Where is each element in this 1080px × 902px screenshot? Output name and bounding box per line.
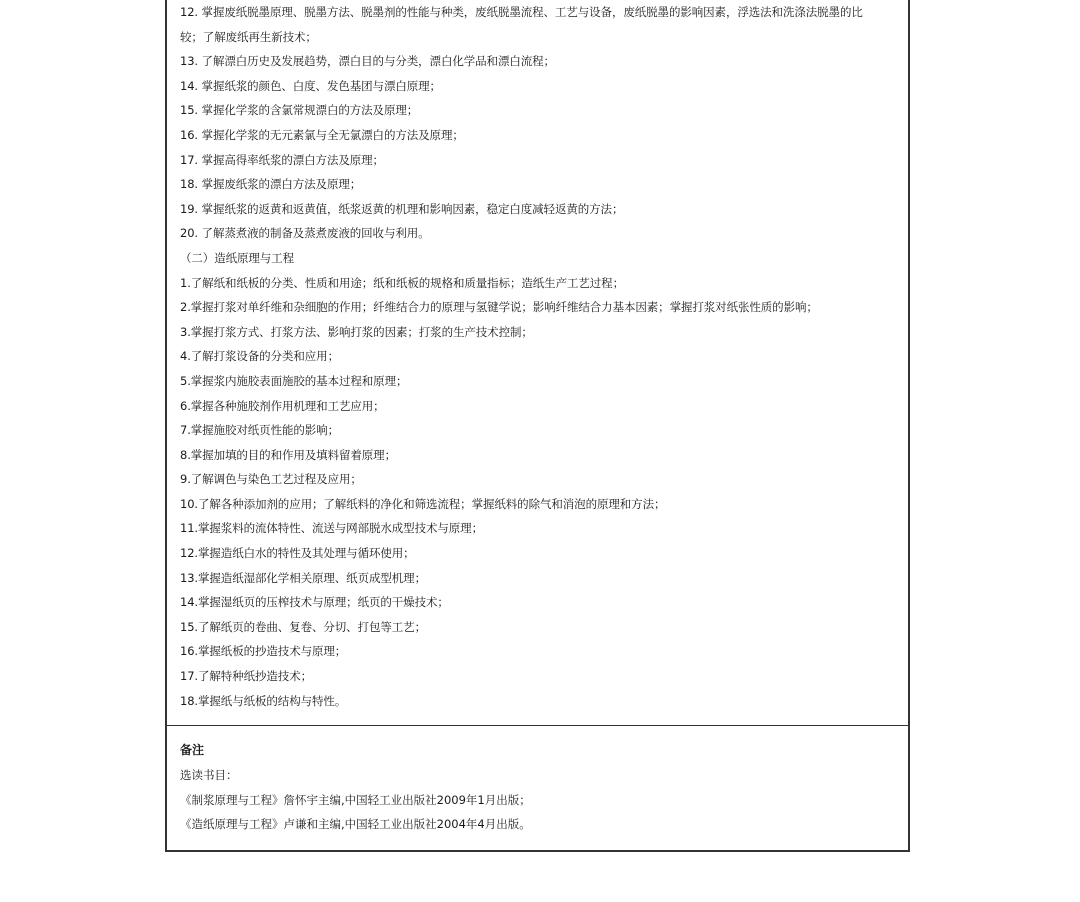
reading-book-2: 《造纸原理与工程》卢谦和主编,中国轻工业出版社2004年4月出版。 bbox=[180, 817, 531, 832]
content-line: 8.掌握加填的目的和作用及填料留着原理； bbox=[180, 447, 396, 462]
content-line: 17. 掌握高得率纸浆的漂白方法及原理； bbox=[180, 152, 384, 167]
content-line: 15. 掌握化学浆的含氯常规漂白的方法及原理； bbox=[180, 103, 419, 118]
content-line: 4.了解打浆设备的分类和应用； bbox=[180, 349, 339, 364]
content-line: 1.了解纸和纸板的分类、性质和用途；纸和纸板的规格和质量指标；造纸生产工艺过程； bbox=[180, 275, 624, 290]
content-line: 6.掌握各种施胶剂作用机理和工艺应用； bbox=[180, 398, 385, 413]
content-line: 17.了解特种纸抄造技术； bbox=[180, 669, 312, 684]
content-line: 12.掌握造纸白水的特性及其处理与循环使用； bbox=[180, 546, 415, 561]
notes-section bbox=[180, 737, 898, 837]
content-line: 10.了解各种添加剂的应用；了解纸料的净化和筛选流程；掌握纸料的除气和消泡的原理和方法； bbox=[180, 496, 666, 511]
syllabus-content-cell bbox=[167, 0, 908, 726]
content-line: 19. 掌握纸浆的返黄和返黄值，纸浆返黄的机理和影响因素，稳定白度减轻返黄的方法； bbox=[180, 201, 624, 216]
content-line: 7.掌握施胶对纸页性能的影响； bbox=[180, 423, 339, 438]
content-line: 2.掌握打浆对单纤维和杂细胞的作用；纤维结合力的原理与氢键学说；影响纤维结合力基本因素；掌握打浆对纸张性质的影响； bbox=[180, 300, 818, 315]
document-table bbox=[165, 0, 910, 852]
content-line: （二）造纸原理与工程 bbox=[180, 250, 294, 265]
content-line: 14.掌握湿纸页的压榨技术与原理；纸页的干燥技术； bbox=[180, 595, 449, 610]
content-line: 11.掌握浆料的流体特性、流送与网部脱水成型技术与原理； bbox=[180, 521, 483, 536]
content-line: 13. 了解漂白历史及发展趋势，漂白目的与分类，漂白化学品和漂白流程； bbox=[180, 54, 555, 69]
content-line: 13.掌握造纸湿部化学相关原理、纸页成型机理； bbox=[180, 570, 426, 585]
reading-list-label: 选读书目： bbox=[180, 768, 238, 782]
content-line: 5.掌握浆内施胶表面施胶的基本过程和原理； bbox=[180, 373, 408, 388]
content-line: 16. 掌握化学浆的无元素氯与全无氯漂白的方法及原理； bbox=[180, 127, 464, 142]
notes-title: 备注 bbox=[180, 743, 205, 757]
content-line: 18. 掌握废纸浆的漂白方法及原理； bbox=[180, 177, 362, 192]
content-line: 20. 了解蒸煮液的制备及蒸煮废液的回收与利用。 bbox=[180, 226, 430, 241]
content-line: 9.了解调色与染色工艺过程及应用； bbox=[180, 472, 362, 487]
content-line: 14. 掌握纸浆的颜色、白度、发色基团与漂白原理； bbox=[180, 78, 441, 93]
content-line: 15.了解纸页的卷曲、复卷、分切、打包等工艺； bbox=[180, 619, 426, 634]
content-line: 16.掌握纸板的抄造技术与原理； bbox=[180, 644, 347, 659]
content-line: 12. 掌握废纸脱墨原理、脱墨方法、脱墨剂的性能与种类，废纸脱墨流程、工艺与设备，废纸脱墨的影响因素，浮选法和洗涤法脱墨的比 bbox=[180, 5, 863, 19]
syllabus-lines bbox=[180, 0, 898, 713]
content-line: 3.掌握打浆方式、打浆方法、影响打浆的因素；打浆的生产技术控制； bbox=[180, 324, 533, 339]
reading-book-1: 《制浆原理与工程》詹怀宇主编,中国轻工业出版社2009年1月出版； bbox=[180, 792, 531, 807]
content-line: 18.掌握纸与纸板的结构与特性。 bbox=[180, 693, 347, 708]
content-line: 较；了解废纸再生新技术； bbox=[180, 29, 317, 44]
